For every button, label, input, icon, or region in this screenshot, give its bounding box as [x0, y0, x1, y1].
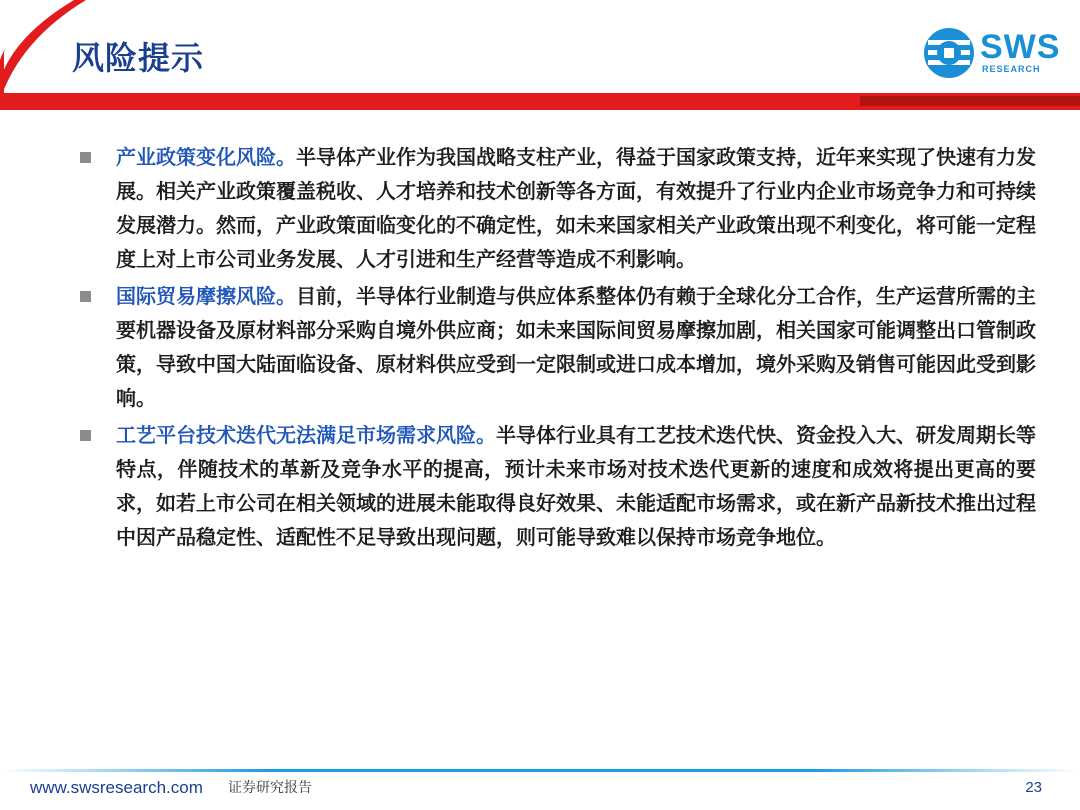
list-item-text: [116, 140, 1036, 276]
list-item-heading: 产业政策变化风险。: [116, 145, 296, 169]
list-item-text: [116, 418, 1036, 554]
square-bullet-icon: [80, 430, 91, 441]
page-number: 23: [1025, 779, 1042, 796]
square-bullet-icon: [80, 291, 91, 302]
list-item: [76, 140, 1036, 276]
list-item-body: 半导体产业作为我国战略支柱产业，得益于国家政策支持，近年来实现了快速有力发展。相关产业政策覆盖税收、人才培养和技术创新等各方面，有效提升了行业内企业市场竞争力和可持续发展潜力。然而，产业政策面临变化的不确定性，如未来国家相关产业政策出现不利变化，将可能一定程度上对上市公司业务发展、人才引进和生产经营等造成不利影响。: [116, 145, 1036, 271]
risk-list: [76, 140, 1036, 557]
list-item-body: 半导体行业具有工艺技术迭代快、资金投入大、研发周期长等特点，伴随技术的革新及竞争水平的提高，预计未来市场对技术迭代更新的速度和成效将提出更高的要求，如若上市公司在相关领域的进展未能取得良好效果、未能适配市场需求，或在新产品新技术推出过程中因产品稳定性、适配性不足导致出现问题，则可能导致难以保持市场竞争地位。: [116, 423, 1036, 549]
footer-divider: [0, 769, 1080, 772]
logo-subtext: RESEARCH: [982, 64, 1041, 74]
list-item: [76, 279, 1036, 415]
list-item-heading: 工艺平台技术迭代无法满足市场需求风险。: [116, 423, 496, 447]
sws-logo-icon: [922, 26, 976, 80]
list-item-text: [116, 279, 1036, 415]
footer-url[interactable]: www.swsresearch.com: [30, 778, 203, 797]
square-bullet-icon: [80, 152, 91, 163]
list-item-heading: 国际贸易摩擦风险。: [116, 284, 296, 308]
footer-label: 证券研究报告: [228, 780, 312, 796]
logo-text: SWS: [980, 28, 1061, 66]
page-title: 风险提示: [72, 39, 205, 77]
sws-logo: [922, 26, 1062, 80]
list-item: [76, 418, 1036, 554]
list-item-body: 目前，半导体行业制造与供应体系整体仍有赖于全球化分工合作，生产运营所需的主要机器设备及原材料部分采购自境外供应商；如未来国际间贸易摩擦加剧，相关国家可能调整出口管制政策，导致中国大陆面临设备、原材料供应受到一定限制或进口成本增加，境外采购及销售可能因此受到影响。: [116, 284, 1036, 410]
